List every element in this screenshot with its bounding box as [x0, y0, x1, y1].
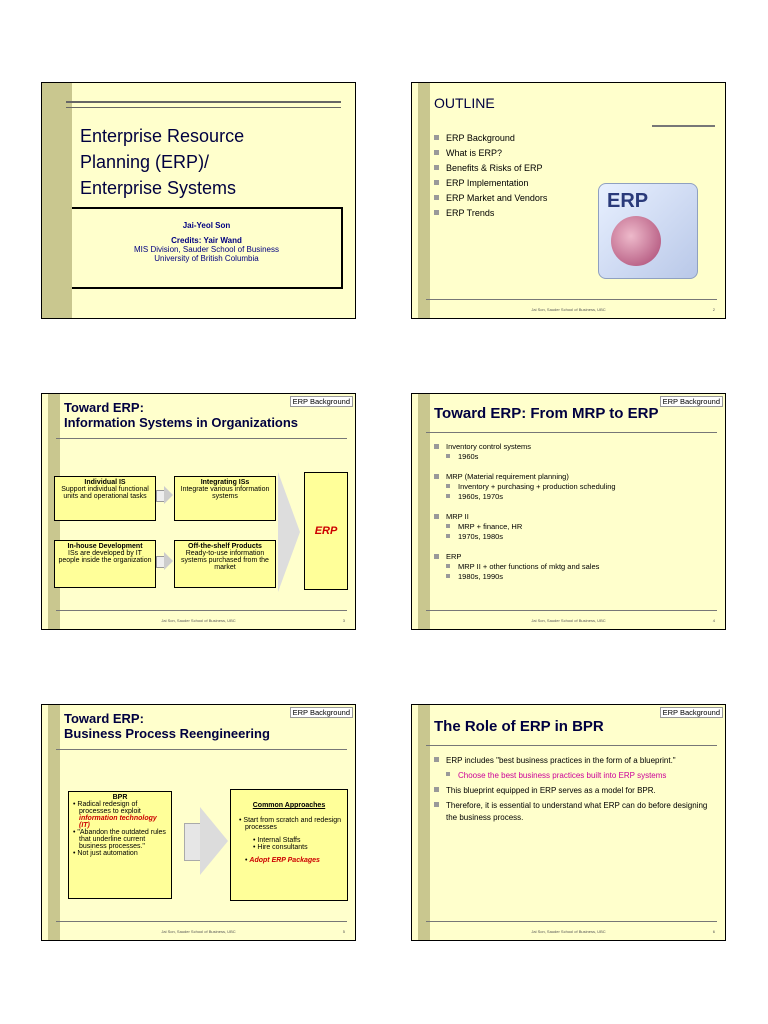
slide-footer: Jai Son, Sauder School of Business, UBC — [161, 618, 236, 623]
slide-2 — [411, 82, 726, 319]
slide-6 — [411, 704, 726, 941]
outline-item: What is ERP? — [434, 148, 717, 158]
list-subitem: 1980s, 1990s — [434, 572, 717, 581]
bpr-bullet-2: • "Abandon the outdated rules that underline current business processes." — [73, 829, 166, 850]
bpr-bullet-3-text: Not just automation — [77, 850, 138, 857]
slide-title — [64, 400, 298, 430]
ca-bullet-1-text: Start from scratch and redesign processes — [243, 817, 342, 831]
list-subitem: 1960s — [434, 452, 717, 461]
list-item: ERP — [434, 552, 717, 561]
box-text: Support individual functional units and operational tasks — [61, 486, 149, 500]
outline-item: ERP Trends — [434, 208, 717, 218]
slide-footer: Jai Son, Sauder School of Business, UBC — [161, 929, 236, 934]
slide-top-line — [66, 101, 341, 103]
erp-logo-text: ERP — [607, 190, 649, 212]
list-subitem: 1960s, 1970s — [434, 492, 717, 501]
box-text: Ready-to-use information systems purchased from the market — [181, 550, 269, 571]
list-item: ERP includes "best business practices in the form of a blueprint." — [434, 755, 717, 767]
ca-sub-2: • Hire consultants — [253, 844, 308, 851]
list-subitem: MRP + finance, HR — [434, 522, 717, 531]
arrow-icon — [164, 486, 173, 504]
box-text: Integrate various information systems — [180, 486, 270, 500]
section-tag: ERP Background — [290, 396, 353, 407]
title-line-1: Toward ERP: — [64, 400, 144, 415]
outline-item: Benefits & Risks of ERP — [434, 163, 717, 173]
title-underline — [426, 432, 717, 433]
division: MIS Division, Sauder School of Business — [134, 245, 279, 254]
big-arrow-icon — [200, 807, 228, 875]
title-line-2: Planning (ERP)/ — [80, 152, 210, 172]
bpr-bullet-1-emphasis: information technology (IT) — [79, 815, 157, 829]
erp-box — [304, 472, 348, 590]
page-number: 5 — [342, 929, 345, 934]
slide-sidebar — [418, 705, 430, 940]
slide-footer: Jai Son, Sauder School of Business, UBC — [531, 618, 606, 623]
ca-bullet-1: • Start from scratch and redesign processes — [239, 817, 342, 831]
title-line-2: Information Systems in Organizations — [64, 415, 299, 430]
list-item: Therefore, it is essential to understand what ERP can do before designing the business process. — [434, 800, 717, 824]
slide-footer: Jai Son, Sauder School of Business, UBC — [531, 307, 606, 312]
slide-4 — [411, 393, 726, 630]
title-underline — [56, 749, 347, 750]
title-slide-heading — [80, 123, 244, 201]
footer-line — [426, 299, 717, 300]
erp-logo-image — [598, 183, 698, 279]
title-underline — [426, 745, 717, 746]
title-line-3: Enterprise Systems — [80, 178, 237, 198]
list-subitem: Inventory + purchasing + production scheduling — [434, 482, 717, 491]
box-title: In-house Development — [67, 543, 143, 550]
author-name: Jai-Yeol Son — [182, 221, 231, 230]
page-number: 4 — [712, 618, 715, 623]
title-line-1: Enterprise Resource — [80, 126, 245, 146]
list-item: This blueprint equipped in ERP serves as a model for BPR. — [434, 785, 717, 797]
ca-bullet-3: • Adopt ERP Packages — [245, 857, 320, 864]
slide-5 — [41, 704, 356, 941]
section-tag: ERP Background — [660, 396, 723, 407]
title-line-2: Business Process Reengineering — [64, 726, 270, 741]
list-item: MRP II — [434, 512, 717, 521]
ca-bullet-3-text: Adopt ERP Packages — [249, 857, 320, 864]
ca-sub-1: • Internal Staffs — [253, 837, 301, 844]
section-tag: ERP Background — [660, 707, 723, 718]
title-underline — [56, 438, 347, 439]
slide-footer: Jai Son, Sauder School of Business, UBC — [531, 929, 606, 934]
off-the-shelf-box — [174, 540, 276, 588]
slide-title: OUTLINE — [434, 95, 495, 111]
erp-label: ERP — [314, 525, 338, 537]
footer-line — [426, 610, 717, 611]
page-number: 2 — [712, 307, 715, 312]
list-item: MRP (Material requirement planning) — [434, 472, 717, 481]
individual-is-box — [54, 476, 156, 521]
footer-line — [426, 921, 717, 922]
bpr-title: BPR — [112, 794, 128, 801]
footer-line — [56, 610, 347, 611]
slide-title: Toward ERP: From MRP to ERP — [434, 405, 659, 422]
mrp-list — [434, 442, 717, 585]
page-number: 3 — [342, 618, 345, 623]
outline-item: ERP Implementation — [434, 178, 717, 188]
ca-sub-1-text: Internal Staffs — [257, 837, 301, 844]
university: University of British Columbia — [154, 254, 259, 263]
box-title: Off-the-shelf Products — [188, 543, 262, 550]
slide-sidebar — [418, 83, 430, 318]
integrating-is-box — [174, 476, 276, 521]
author-box — [72, 207, 343, 289]
bpr-bullet-1-text: Radical redesign of processes to exploit — [77, 801, 141, 815]
bpr-bullet-3: • Not just automation — [73, 850, 138, 857]
slide-sidebar — [48, 705, 60, 940]
credits: Credits: Yair Wand — [171, 236, 242, 245]
ca-sub-2-text: Hire consultants — [257, 844, 308, 851]
box-text: ISs are developed by IT people inside the organization — [58, 550, 152, 564]
slide-title — [64, 711, 270, 741]
slide-3 — [41, 393, 356, 630]
title-line-1: Toward ERP: — [64, 711, 144, 726]
outline-item: ERP Background — [434, 133, 717, 143]
bpr-bullet-2-text: "Abandon the outdated rules that underline current business processes." — [77, 829, 166, 850]
list-subitem: MRP II + other functions of mktg and sales — [434, 562, 717, 571]
box-title: Individual IS — [84, 479, 126, 486]
list-subitem: 1970s, 1980s — [434, 532, 717, 541]
in-house-development-box — [54, 540, 156, 588]
common-approaches-box — [230, 789, 348, 901]
globe-icon — [611, 216, 661, 266]
slide-top-line-2 — [66, 107, 341, 108]
section-tag: ERP Background — [290, 707, 353, 718]
outline-item: ERP Market and Vendors — [434, 193, 717, 203]
page-number: 6 — [712, 929, 715, 934]
arrow-icon — [164, 552, 173, 570]
slide-1 — [41, 82, 356, 319]
bpr-box — [68, 791, 172, 899]
big-arrow-icon — [278, 472, 300, 592]
list-subitem: Choose the best business practices built into ERP systems — [434, 770, 717, 782]
box-title: Integrating ISs — [200, 479, 250, 486]
slide-sidebar — [418, 394, 430, 629]
title-underline — [652, 125, 715, 127]
footer-line — [56, 921, 347, 922]
slide-title: The Role of ERP in BPR — [434, 718, 604, 735]
slide-sidebar — [42, 83, 72, 318]
bpr-role-list — [434, 755, 717, 827]
ca-title: Common Approaches — [252, 802, 326, 809]
list-item: Inventory control systems — [434, 442, 717, 451]
bpr-bullet-1: • Radical redesign of processes to exploit information technology (IT) — [73, 801, 157, 829]
